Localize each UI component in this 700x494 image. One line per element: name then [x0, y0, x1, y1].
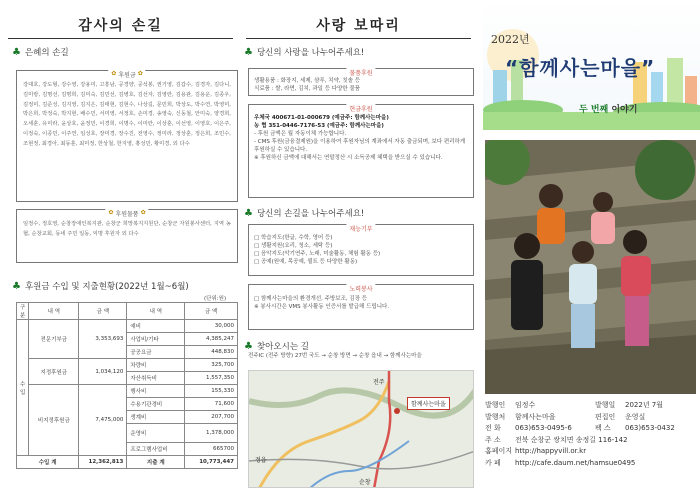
expense-item: 수용기관경비	[127, 398, 185, 411]
thanks-heading: ♣ 은혜의 손길	[12, 46, 69, 58]
expense-amount: 155,330	[185, 385, 238, 398]
expense-amount: 1,378,000	[185, 424, 238, 443]
income-item: 전문기부금	[29, 320, 79, 359]
middle-column	[238, 0, 480, 494]
goods-item: 생활용품 : 화장지, 세제, 샴푸, 치약, 칫솔 등	[254, 78, 361, 84]
cover-main-title: “함께사는마을”	[505, 56, 656, 80]
talent-item: □ 생활지원(요리, 청소, 세탁 등)	[254, 243, 333, 249]
income-amount: 1,034,120	[79, 359, 127, 385]
cover-year: 2022년	[491, 33, 530, 46]
expense-item: 공공요금	[127, 346, 185, 359]
club-icon: ♣	[244, 46, 253, 58]
labor-item: ※ 봉사시간은 VMS 봉사활동 인증서를 발급해 드립니다.	[254, 304, 390, 310]
info-row: 홈페이지 http://happyvill.or.kr	[485, 446, 698, 458]
income-amount: 7,475,000	[79, 385, 127, 456]
goods-sponsors-text: 임정수, 정호영, 순창장애인복지관, 순창군 희망복지지원단, 순창군 자원봉사센터, 지역 농협, 순창교회, 동네 주민 일동, 익명 후원자 외 다수	[23, 221, 231, 237]
expense-total-label: 지출 계	[127, 456, 185, 469]
col-expense-item: 내 역	[127, 303, 185, 320]
right-column	[483, 0, 700, 494]
left-column	[0, 0, 242, 494]
left-banner	[8, 14, 233, 36]
col-income-amount: 금 액	[79, 303, 127, 320]
mid-banner	[246, 14, 471, 36]
expense-amount: 4,385,247	[185, 333, 238, 346]
talent-item: □ 음악지도(악기연주, 노래, 미술활동, 체험 활동 등)	[254, 251, 381, 257]
cash-donation-tag: 현금후원	[346, 104, 375, 113]
expense-item: 프로그램사업비	[127, 443, 185, 456]
cafe-link[interactable]: http://cafe.daum.net/hamsue0495	[515, 458, 636, 467]
leaf-icon: ✿	[140, 209, 146, 216]
cash-donation-box	[248, 104, 474, 198]
expense-item: 차량비	[127, 359, 185, 372]
leaf-icon: ✿	[108, 209, 114, 216]
expense-amount: 325,700	[185, 359, 238, 372]
sponsors-tag: ✿ 후원금 ✿	[108, 70, 145, 79]
expense-amount: 665700	[185, 443, 238, 456]
goods-item: 식료품 : 쌀, 라면, 김치, 과일 등 다양한 물품	[254, 86, 361, 92]
mid-title: 사랑 보따리	[310, 15, 407, 35]
photo-drawing	[485, 140, 696, 394]
club-icon: ♣	[244, 340, 253, 352]
labor-tag: 노력봉사	[346, 284, 375, 293]
club-icon: ♣	[12, 280, 21, 292]
income-total: 12,362,813	[79, 456, 127, 469]
expense-amount: 71,600	[185, 398, 238, 411]
talent-item: □ 공예(원예, 목공예, 퀼트 등 다양한 활동)	[254, 259, 358, 265]
map-label-southwest: 정읍	[255, 457, 267, 464]
expense-amount: 207,700	[185, 411, 238, 424]
info-row: 발행인 임정수 발행일 2022년 7월	[485, 401, 664, 409]
map-label-south: 순창	[359, 479, 371, 486]
goods-tag: ✿ 후원물품 ✿	[105, 209, 148, 218]
expense-amount: 1,557,350	[185, 372, 238, 385]
talent-box	[248, 224, 474, 276]
goods-donation-box	[248, 68, 474, 96]
map-drawing	[249, 371, 474, 488]
homepage-link[interactable]: http://happyvill.or.kr	[515, 447, 587, 455]
labor-box	[248, 284, 474, 330]
info-row: 발행처 함께사는마을 편집인 운영실	[485, 412, 646, 421]
expense-total: 10,773,447	[185, 456, 238, 469]
bank-account: 우체국 400671-01-000679 (예금주: 함께사는마을)	[254, 115, 389, 121]
talent-tag: 재능기부	[346, 224, 375, 233]
goods-donation-tag: 물품후원	[346, 68, 375, 77]
share-heading: ♣ 당신의 사랑을 나누어주세요!	[244, 46, 365, 58]
club-icon: ♣	[12, 46, 21, 58]
cash-note: - CMS 후원(금융결제원)을 이용하여 후원자님의 계좌에서 자동 출금되며, 보다 편리하게 후원하실 수 있습니다.	[254, 139, 466, 153]
cover-illustration	[483, 0, 700, 130]
group-photo	[485, 140, 696, 394]
info-row: 주 소 전북 순창군 쌍치면 송정길 116-142	[485, 435, 628, 444]
cash-note: - 후원 금액은 월 자동이체 가능합니다.	[254, 131, 347, 137]
map-label-place: 함께사는마을	[407, 397, 450, 410]
expense-item: 운영비	[127, 424, 185, 443]
sponsors-text: 강대호, 강도형, 강수영, 강용미, 고흥남, 공경양, 공석봉, 권기영, 김갑수, 김경자, 김다니, 김미랑, 김명선, 김명희, 김미숙, 김민선, 김병호, 김선자, 김영란, 김용관, 김용운, 김종우, 김정미, 김준성, 김지영, 김지은, 김태현, 김현수, 나상길, 문민희, 박상도, 박수연, 박영미, 박은희, 박정숙, 박지현, 배수민, 서미영, 서정호, 손미경, 송영숙, 신동철, 안미숙, 양경희, 오세훈, 유미라, 윤상호, 윤정민, 이경희, 이명수, 이미란, 이상훈, 이선영, 이영호, 이은주, 이정숙, 이종민, 이주연, 임성호, 장미경, 장수진, 전영수, 정미라, 정상훈, 정은희, 조민수, 조현정, 최경아, 최동훈, 최미정, 한상철, 한지영, 홍성민, 황미경, 외 다수	[23, 82, 231, 147]
expense-item: 생계비	[127, 411, 185, 424]
col-cat: 구분	[17, 303, 29, 320]
sponsors-box	[16, 70, 238, 202]
talent-item: □ 학습지도(한글, 수학, 영어 등)	[254, 235, 333, 241]
hands-heading: ♣ 당신의 손길을 나누어주세요!	[244, 207, 365, 219]
col-expense-amount: 금 액	[185, 303, 238, 320]
map-label-north: 전주	[373, 379, 385, 386]
cash-note: ※ 후원하신 금액에 대해서는 연말정산 시 소득공제 혜택을 받으실 수 있습니다.	[254, 155, 443, 161]
info-row: 전 화 063)653-0495-6 팩 스 063)653-0432	[485, 424, 675, 432]
income-total-label: 수입 계	[17, 456, 79, 469]
route-text: 전주IC (전주 방향) 27번 국도 → 순창 방면 → 순창 읍내 → 함께사는마을	[248, 353, 422, 359]
expense-amount: 30,000	[185, 320, 238, 333]
unit-label: (단위:원)	[204, 296, 227, 302]
cover-subtitle: 두 번째 이야기	[579, 105, 638, 115]
expense-item: 자산취득비	[127, 372, 185, 385]
col-income-item: 내 역	[29, 303, 79, 320]
leaf-icon: ✿	[137, 70, 143, 77]
income-label: 수입	[17, 320, 29, 456]
left-title: 감사의 손길	[72, 15, 169, 35]
leaf-icon: ✿	[111, 70, 117, 77]
route-heading: ♣ 찾아오시는 길	[244, 340, 309, 352]
income-amount: 3,353,693	[79, 320, 127, 359]
labor-item: □ 함께사는마을의 환경개선, 주방보조, 김장 등	[254, 296, 368, 302]
finance-heading: ♣ 후원금 수입 및 지출현황(2022년 1월~6월)	[12, 280, 189, 292]
expense-item: 예비	[127, 320, 185, 333]
route-map	[248, 370, 474, 488]
finance-table	[16, 302, 238, 469]
income-item: 지정후원금	[29, 359, 79, 385]
expense-item: 사업비/기타	[127, 333, 185, 346]
club-icon: ♣	[244, 207, 253, 219]
info-row: 카 페 http://cafe.daum.net/hamsue0495	[485, 458, 698, 470]
goods-sponsors-box	[16, 209, 238, 263]
expense-item: 행사비	[127, 385, 185, 398]
income-item: 비지정후원금	[29, 385, 79, 456]
publication-info	[485, 400, 698, 469]
bank-account: 농 협 351-0446-7176-53 (예금주: 함께사는마을)	[254, 123, 384, 129]
expense-amount: 448,830	[185, 346, 238, 359]
